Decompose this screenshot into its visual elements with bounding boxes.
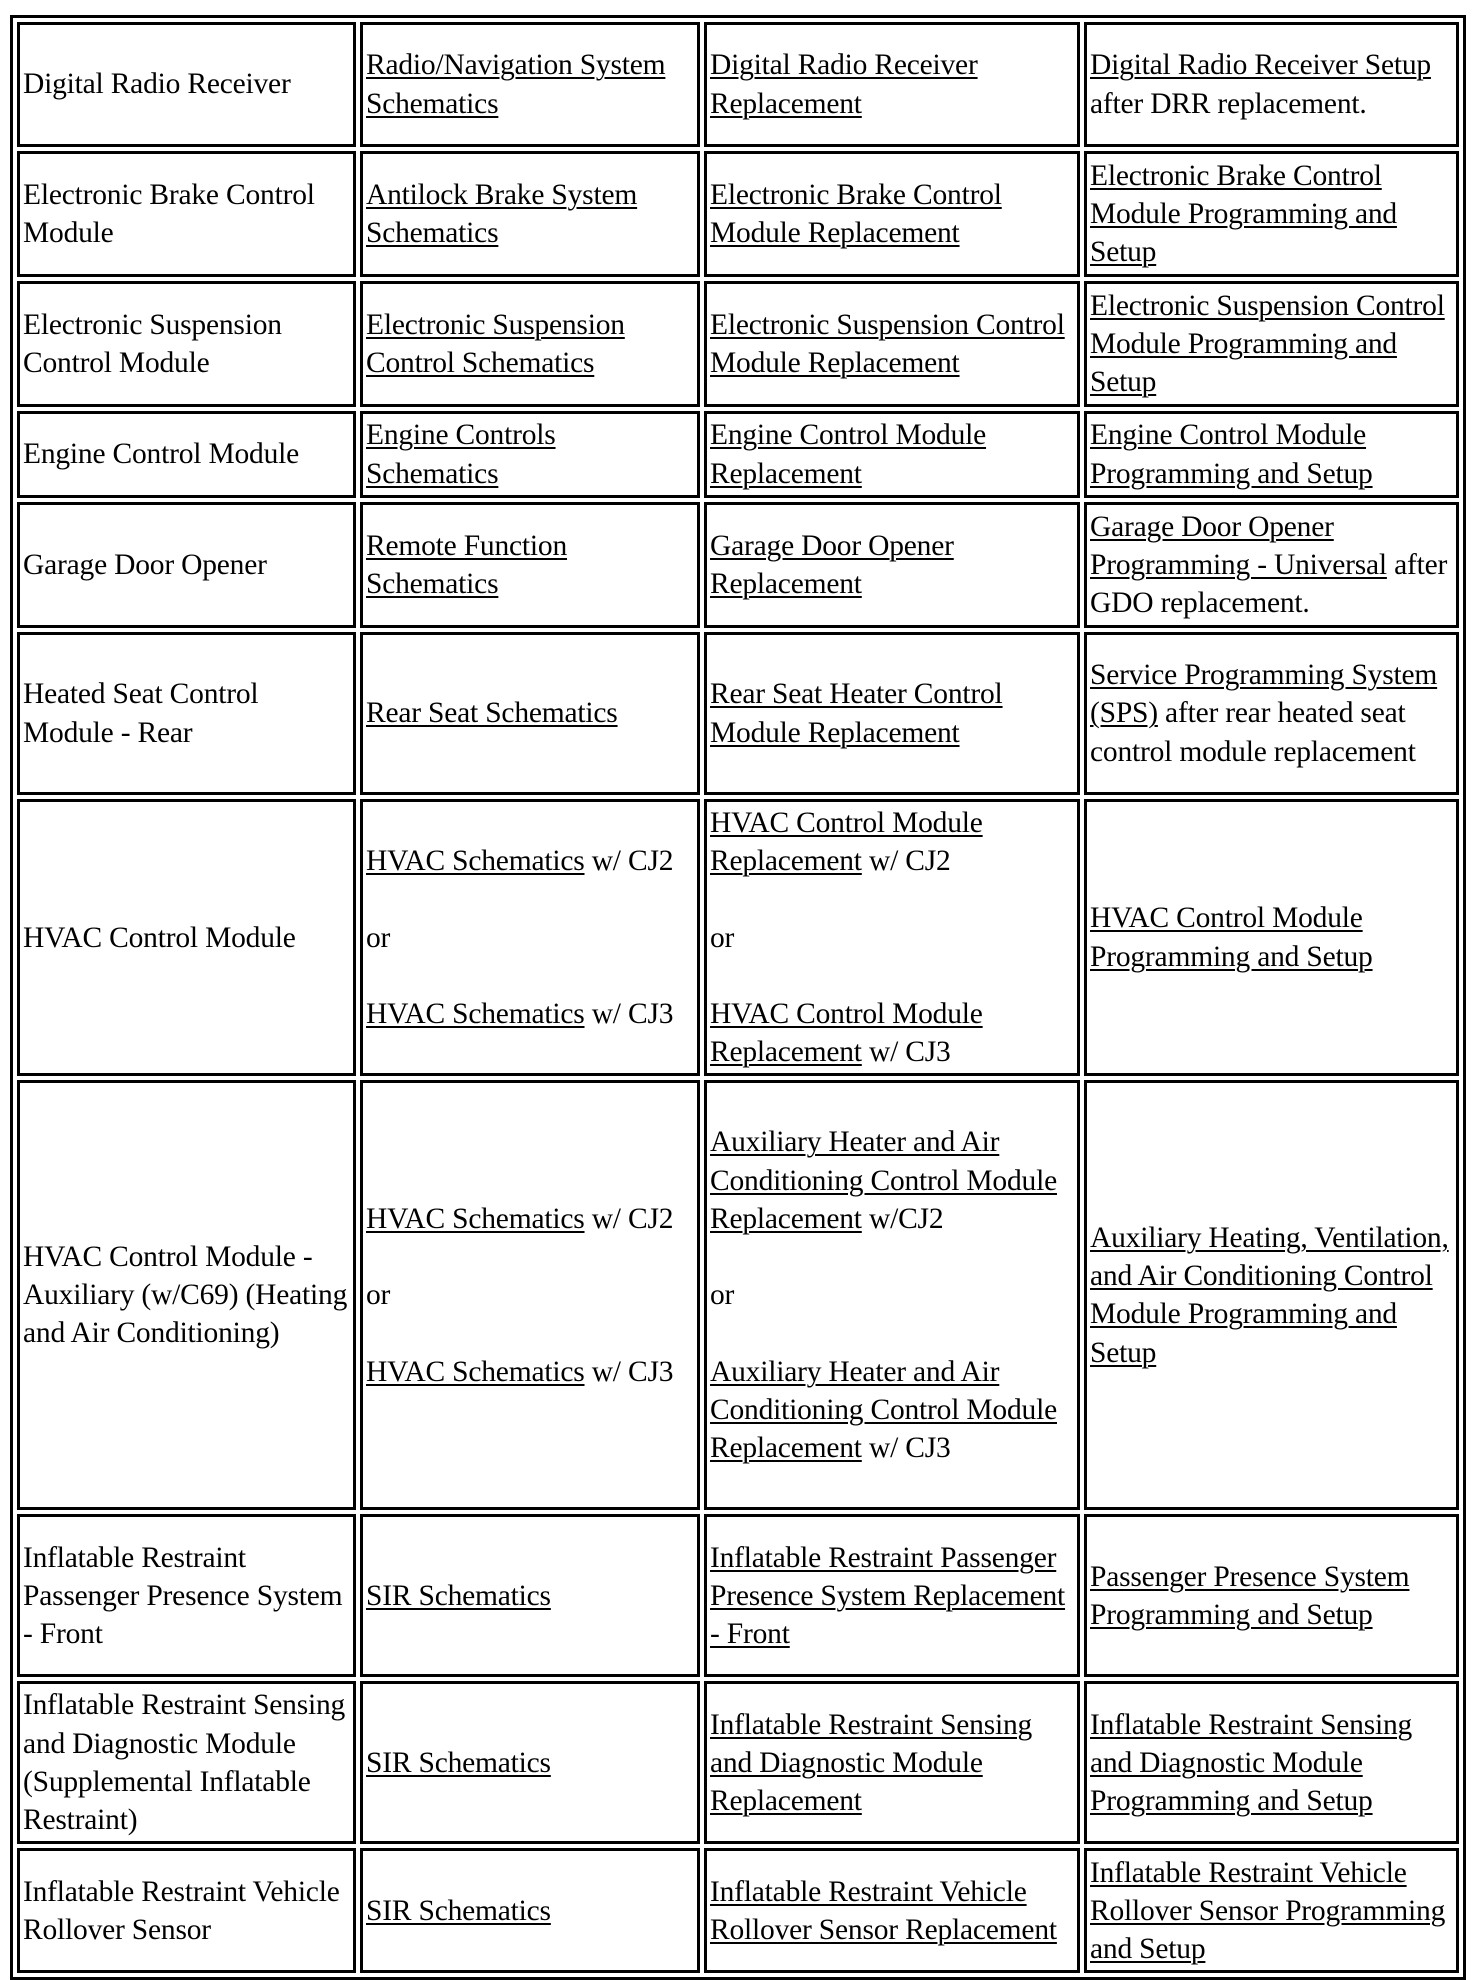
programming-link[interactable]: Electronic Brake Control Module Programming and Setup (1090, 159, 1397, 269)
spacer (366, 957, 695, 995)
programming-link[interactable]: Passenger Presence System Programming and Setup (1090, 1560, 1410, 1631)
programming-link[interactable]: Digital Radio Receiver Setup (1090, 49, 1431, 82)
component-name: Electronic Suspension Control Module (23, 308, 282, 379)
option-note: w/ CJ3 (861, 1432, 951, 1465)
table-row (17, 151, 1459, 277)
schematics-cell (360, 281, 700, 407)
programming-cell (1084, 151, 1459, 277)
schematics-link-cj2[interactable]: HVAC Schematics (366, 1202, 585, 1235)
replacement-cell (704, 632, 1080, 795)
programming-cell (1084, 799, 1459, 1076)
programming-cell (1084, 1080, 1459, 1510)
component-cell (17, 22, 356, 147)
option-note: w/ CJ2 (861, 845, 951, 878)
component-name: Inflatable Restraint Vehicle Rollover Sensor (23, 1875, 340, 1946)
replacement-cell (704, 1681, 1080, 1844)
component-cell (17, 281, 356, 407)
programming-cell (1084, 1848, 1459, 1973)
spacer (366, 1238, 695, 1276)
document-body (10, 15, 1466, 1980)
schematics-link[interactable]: SIR Schematics (366, 1579, 551, 1612)
table-row (17, 281, 1459, 407)
programming-note: after GDO replacement. (1090, 548, 1448, 620)
programming-link[interactable]: HVAC Control Module Programming and Setup (1090, 902, 1373, 973)
replacement-link[interactable]: Inflatable Restraint Sensing and Diagnostic Module Replacement (710, 1708, 1033, 1817)
spacer (710, 957, 1075, 995)
replacement-cell (704, 151, 1080, 277)
replacement-cell (704, 1848, 1080, 1973)
programming-cell (1084, 1514, 1459, 1677)
programming-link[interactable]: Garage Door Opener Programming - Universal (1090, 510, 1387, 581)
option-note: w/ CJ3 (584, 997, 674, 1030)
replacement-cell (704, 1514, 1080, 1677)
component-name: HVAC Control Module (23, 921, 296, 954)
or-separator: or (366, 921, 391, 954)
table-row (17, 411, 1459, 498)
component-name: Inflatable Restraint Sensing and Diagnostic Module (Supplemental Inflatable Restraint) (23, 1689, 346, 1837)
replacement-link[interactable]: Garage Door Opener Replacement (710, 529, 954, 600)
replacement-link[interactable]: Inflatable Restraint Vehicle Rollover Sensor Replacement (710, 1875, 1057, 1946)
schematics-link[interactable]: Engine Controls Schematics (366, 419, 556, 490)
programming-link[interactable]: Auxiliary Heating, Ventilation, and Air Conditioning Control Module Programming and Setup (1090, 1221, 1449, 1369)
replacement-cell (704, 411, 1080, 498)
component-cell (17, 799, 356, 1076)
schematics-link-cj3[interactable]: HVAC Schematics (366, 1355, 585, 1388)
replacement-link[interactable]: Digital Radio Receiver Replacement (710, 49, 978, 120)
programming-cell (1084, 281, 1459, 407)
table-row (17, 1514, 1459, 1677)
programming-cell (1084, 22, 1459, 147)
schematics-link-cj3[interactable]: HVAC Schematics (366, 997, 585, 1030)
table-row (17, 799, 1459, 1076)
component-cell (17, 502, 356, 628)
schematics-cell (360, 411, 700, 498)
schematics-cell (360, 1080, 700, 1510)
component-name: Garage Door Opener (23, 548, 267, 581)
table-row (17, 1681, 1459, 1844)
programming-link[interactable]: Inflatable Restraint Sensing and Diagnostic Module Programming and Setup (1090, 1708, 1413, 1817)
component-cell (17, 1681, 356, 1844)
table-row (17, 1080, 1459, 1510)
replacement-cell (704, 1080, 1080, 1510)
component-cell (17, 411, 356, 498)
schematics-link[interactable]: SIR Schematics (366, 1894, 551, 1927)
replacement-link-cj3[interactable]: HVAC Control Module Replacement (710, 997, 983, 1069)
component-cell (17, 632, 356, 795)
schematics-link[interactable]: Electronic Suspension Control Schematics (366, 308, 625, 379)
schematics-link[interactable]: Antilock Brake System Schematics (366, 178, 638, 249)
schematics-cell (360, 1848, 700, 1973)
component-name: HVAC Control Module - Auxiliary (w/C69) (Heating and Air Conditioning) (23, 1241, 348, 1350)
schematics-link[interactable]: Rear Seat Schematics (366, 697, 618, 730)
schematics-cell (360, 1514, 700, 1677)
replacement-link[interactable]: Electronic Suspension Control Module Replacement (710, 308, 1065, 379)
option-note: w/ CJ2 (584, 845, 674, 878)
component-name: Digital Radio Receiver (23, 68, 291, 101)
option-note: w/ CJ2 (584, 1202, 674, 1235)
replacement-link[interactable]: Electronic Brake Control Module Replacement (710, 178, 1002, 249)
replacement-cell (704, 281, 1080, 407)
option-note: w/CJ2 (861, 1202, 944, 1235)
programming-link[interactable]: Service Programming System (SPS) (1090, 659, 1438, 730)
programming-note: after DRR replacement. (1090, 87, 1367, 120)
component-name: Heated Seat Control Module - Rear (23, 678, 259, 749)
schematics-cell (360, 502, 700, 628)
spacer (710, 1314, 1075, 1352)
schematics-cell (360, 799, 700, 1076)
component-cell (17, 1080, 356, 1510)
programming-cell (1084, 1681, 1459, 1844)
programming-cell (1084, 632, 1459, 795)
schematics-cell (360, 22, 700, 147)
replacement-link-cj2[interactable]: Auxiliary Heater and Air Conditioning Control Module Replacement (710, 1126, 1057, 1235)
spacer (710, 880, 1075, 918)
replacement-link[interactable]: Rear Seat Heater Control Module Replacement (710, 678, 1003, 749)
schematics-link[interactable]: Remote Function Schematics (366, 529, 568, 600)
table-row (17, 22, 1459, 147)
or-separator: or (710, 921, 735, 954)
spacer (366, 880, 695, 918)
schematics-link[interactable]: SIR Schematics (366, 1746, 551, 1779)
component-name: Inflatable Restraint Passenger Presence System - Front (23, 1541, 343, 1650)
programming-note: after rear heated seat control module replacement (1090, 697, 1416, 768)
schematics-link[interactable]: Radio/Navigation System Schematics (366, 49, 666, 120)
component-cell (17, 1848, 356, 1973)
programming-cell (1084, 411, 1459, 498)
replacement-link[interactable]: Engine Control Module Replacement (710, 419, 987, 490)
replacement-cell (704, 502, 1080, 628)
or-separator: or (366, 1279, 391, 1312)
table-row (17, 502, 1459, 628)
component-cell (17, 1514, 356, 1677)
replacement-link-cj3[interactable]: Auxiliary Heater and Air Conditioning Control Module Replacement (710, 1355, 1057, 1465)
component-cell (17, 151, 356, 277)
schematics-cell (360, 1681, 700, 1844)
spacer (710, 1238, 1075, 1276)
table-row (17, 1848, 1459, 1973)
schematics-link-cj2[interactable]: HVAC Schematics (366, 845, 585, 878)
component-name: Electronic Brake Control Module (23, 178, 315, 249)
module-programming-table (10, 15, 1466, 1980)
option-note: w/ CJ3 (861, 1036, 951, 1069)
replacement-link[interactable]: Inflatable Restraint Passenger Presence System Replacement - Front (710, 1541, 1066, 1650)
programming-cell (1084, 502, 1459, 628)
table-row (17, 632, 1459, 795)
programming-link[interactable]: Engine Control Module Programming and Setup (1090, 419, 1373, 490)
option-note: w/ CJ3 (584, 1355, 674, 1388)
or-separator: or (710, 1279, 735, 1312)
component-name: Engine Control Module (23, 438, 300, 471)
replacement-link-cj2[interactable]: HVAC Control Module Replacement (710, 807, 983, 878)
programming-link[interactable]: Inflatable Restraint Vehicle Rollover Sensor Programming and Setup (1090, 1856, 1446, 1965)
programming-link[interactable]: Electronic Suspension Control Module Programming and Setup (1090, 289, 1445, 399)
schematics-cell (360, 632, 700, 795)
replacement-cell (704, 22, 1080, 147)
schematics-cell (360, 151, 700, 277)
spacer (366, 1314, 695, 1352)
replacement-cell (704, 799, 1080, 1076)
